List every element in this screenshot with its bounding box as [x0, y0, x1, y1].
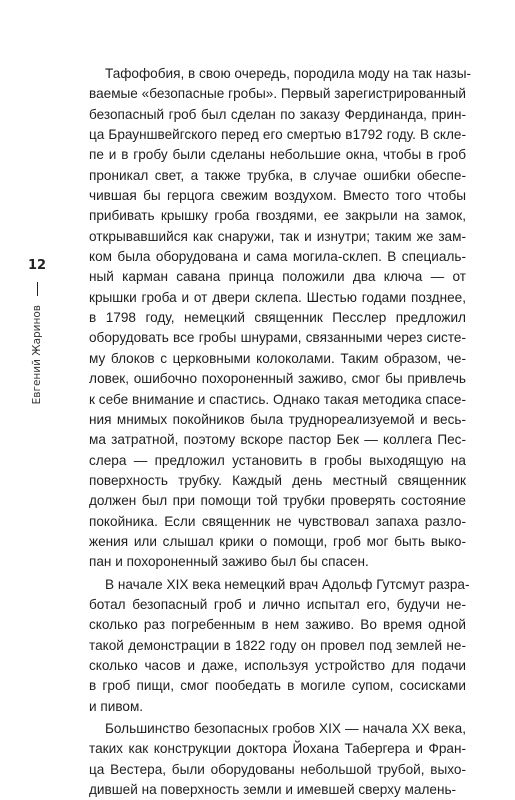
running-head — [18, 305, 56, 485]
text-line: крышки гроба и от двери склепа. Шестью годами позднее, — [89, 289, 466, 305]
text-line: ма затратной, поэтому вскоре пастор Бек — коллега Пес- — [89, 432, 466, 448]
text-line: оборудовать все гробы шнурами, связанными через систе- — [89, 330, 466, 346]
text-line: проникал свет, а также трубка, в случае ошибки обеспе- — [89, 167, 466, 183]
text-line: ловек, ошибочно похороненный заживо, смог бы привлечь — [89, 371, 466, 387]
paragraph — [89, 575, 470, 717]
text-line: сколько раз погребенным в нем заживо. Во время одной — [89, 617, 466, 633]
body-text — [89, 64, 472, 800]
text-line: ком была оборудована и сама могила-склеп. В специаль- — [89, 249, 466, 265]
text-line: ния мнимых покойников была труднореализуемой и весь- — [89, 411, 466, 427]
text-line: слера — предложил установить в гробы выходящую на — [89, 452, 466, 468]
text-line: ный карман савана принца положили два ключа — от — [89, 269, 466, 285]
page-number-rule — [37, 282, 38, 296]
text-line: должен был при помощи той трубки проверять состояние — [89, 493, 466, 509]
text-line: и пивом. — [89, 698, 144, 714]
text-line: поверхность трубку. Каждый день местный священник — [89, 472, 466, 488]
text-line: Большинство безопасных гробов XIX — начала XX века, — [105, 721, 466, 736]
text-line: В начале XIX века немецкий врач Адольф Гутсмут разра- — [105, 576, 470, 592]
text-line: Тафофобия, в свою очередь, породила моду на так назы- — [105, 66, 472, 81]
text-line: ваемые «безопасные гробы». Первый зарегистрированный — [89, 86, 466, 102]
text-line: пан и похороненный заживо был бы спасен. — [89, 554, 369, 570]
page-number: 12 — [27, 258, 47, 273]
text-line: му блоков с церковными колоколами. Таким образом, че- — [89, 350, 466, 366]
text-line: ца Брауншвейгского перед его смертью в1792 году. В скле- — [89, 127, 466, 143]
text-line: безопасный гроб был сделан по заказу Фердинанда, прин- — [89, 106, 466, 122]
paragraph — [89, 719, 466, 800]
text-line: пе и в гробу были сделаны небольшие окна, чтобы в гроб — [89, 147, 466, 163]
text-line: открывавшийся как снаружи, так и изнутри; таким же зам- — [89, 228, 466, 244]
text-line: ботал безопасный гроб и лично испытал его, будучи не- — [89, 596, 466, 612]
text-line: к себе внимание и спастись. Однако такая методика спасе- — [89, 391, 466, 407]
text-line: сколько часов и даже, используя устройство для подачи — [89, 657, 466, 673]
author-name: Евгений Жаринов — [31, 305, 43, 405]
text-line: жения или слышал крики о помощи, гроб мог быть выко- — [89, 533, 466, 549]
text-line: покойника. Если священник не чувствовал запаха разло- — [89, 513, 466, 529]
text-line: такой демонстрации в 1822 году он провел под землей не- — [89, 637, 466, 653]
text-line: чившая бы герцога свежим воздухом. Вместо того чтобы — [89, 188, 466, 204]
text-line: прибивать крышку гроба гвоздями, ее закрыли на замок, — [89, 208, 466, 224]
paragraph — [89, 64, 472, 573]
text-line: в гроб пищи, смог пообедать в могиле супом, сосисками — [89, 678, 466, 694]
text-line: в 1798 году, немецкий священник Песслер предложил — [89, 310, 466, 326]
text-line: дившей на поверхность земли и имевшей сверху малень- — [89, 782, 457, 798]
text-line: ца Вестера, были оборудованы небольшой трубой, выхо- — [89, 761, 466, 777]
text-line: таких как конструкции доктора Йохана Табергера и Фран- — [89, 741, 466, 757]
